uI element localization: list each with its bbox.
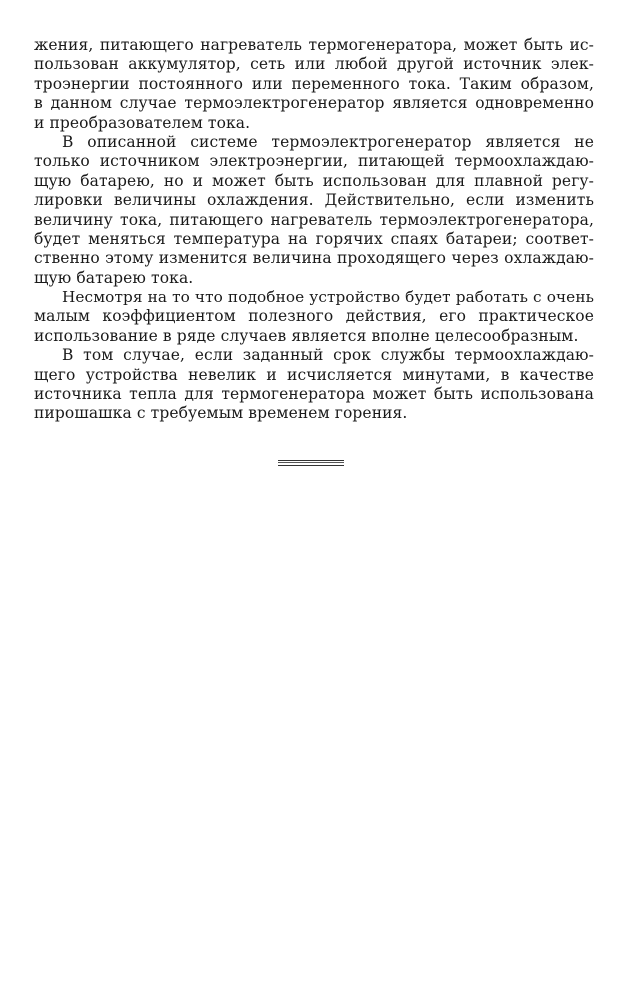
- text-line: источника тепла для термогенератора может быть использована: [34, 385, 594, 404]
- text-line: ственно этому изменится величина проходящего через охлаждаю-: [34, 249, 594, 268]
- document-page: [34, 36, 594, 424]
- text-line: малым коэффициентом полезного действия, его практическое: [34, 307, 594, 326]
- text-line: будет меняться температура на горячих спаях батареи; соответ-: [34, 229, 594, 248]
- divider-rule: [278, 462, 344, 463]
- paragraph-3: [34, 288, 594, 346]
- text-line: в данном случае термоэлектрогенератор является одновременно: [34, 94, 594, 113]
- text-line: щую батарею, но и может быть использован для плавной регу-: [34, 171, 594, 190]
- text-line: троэнергии постоянного или переменного тока. Таким образом,: [34, 74, 594, 93]
- text-line: величину тока, питающего нагреватель термоэлектрогенератора,: [34, 210, 594, 229]
- paragraph-4: [34, 346, 594, 424]
- text-line: и преобразователем тока.: [34, 113, 251, 132]
- text-line: жения, питающего нагреватель термогенератора, может быть ис-: [34, 36, 594, 54]
- text-line: использование в ряде случаев является вполне целесообразным.: [34, 326, 579, 345]
- text-line: В описанной системе термоэлектрогенератор является не: [62, 132, 594, 151]
- text-line: щую батарею тока.: [34, 268, 194, 287]
- text-line: щего устройства невелик и исчисляется минутами, в качестве: [34, 365, 594, 384]
- text-line: пирошашка с требуемым временем горения.: [34, 404, 408, 423]
- text-line: лировки величины охлаждения. Действительно, если изменить: [34, 191, 594, 210]
- paragraph-1: [34, 36, 594, 133]
- text-line: пользован аккумулятор, сеть или любой другой источник элек-: [34, 55, 594, 74]
- text-line: Несмотря на то что подобное устройство будет работать с очень: [62, 288, 594, 307]
- text-line: только источником электроэнергии, питающей термоохлаждаю-: [34, 152, 594, 171]
- paragraph-2: [34, 133, 594, 288]
- section-end-divider: [278, 460, 344, 466]
- text-line: В том случае, если заданный срок службы термоохлаждаю-: [62, 346, 594, 365]
